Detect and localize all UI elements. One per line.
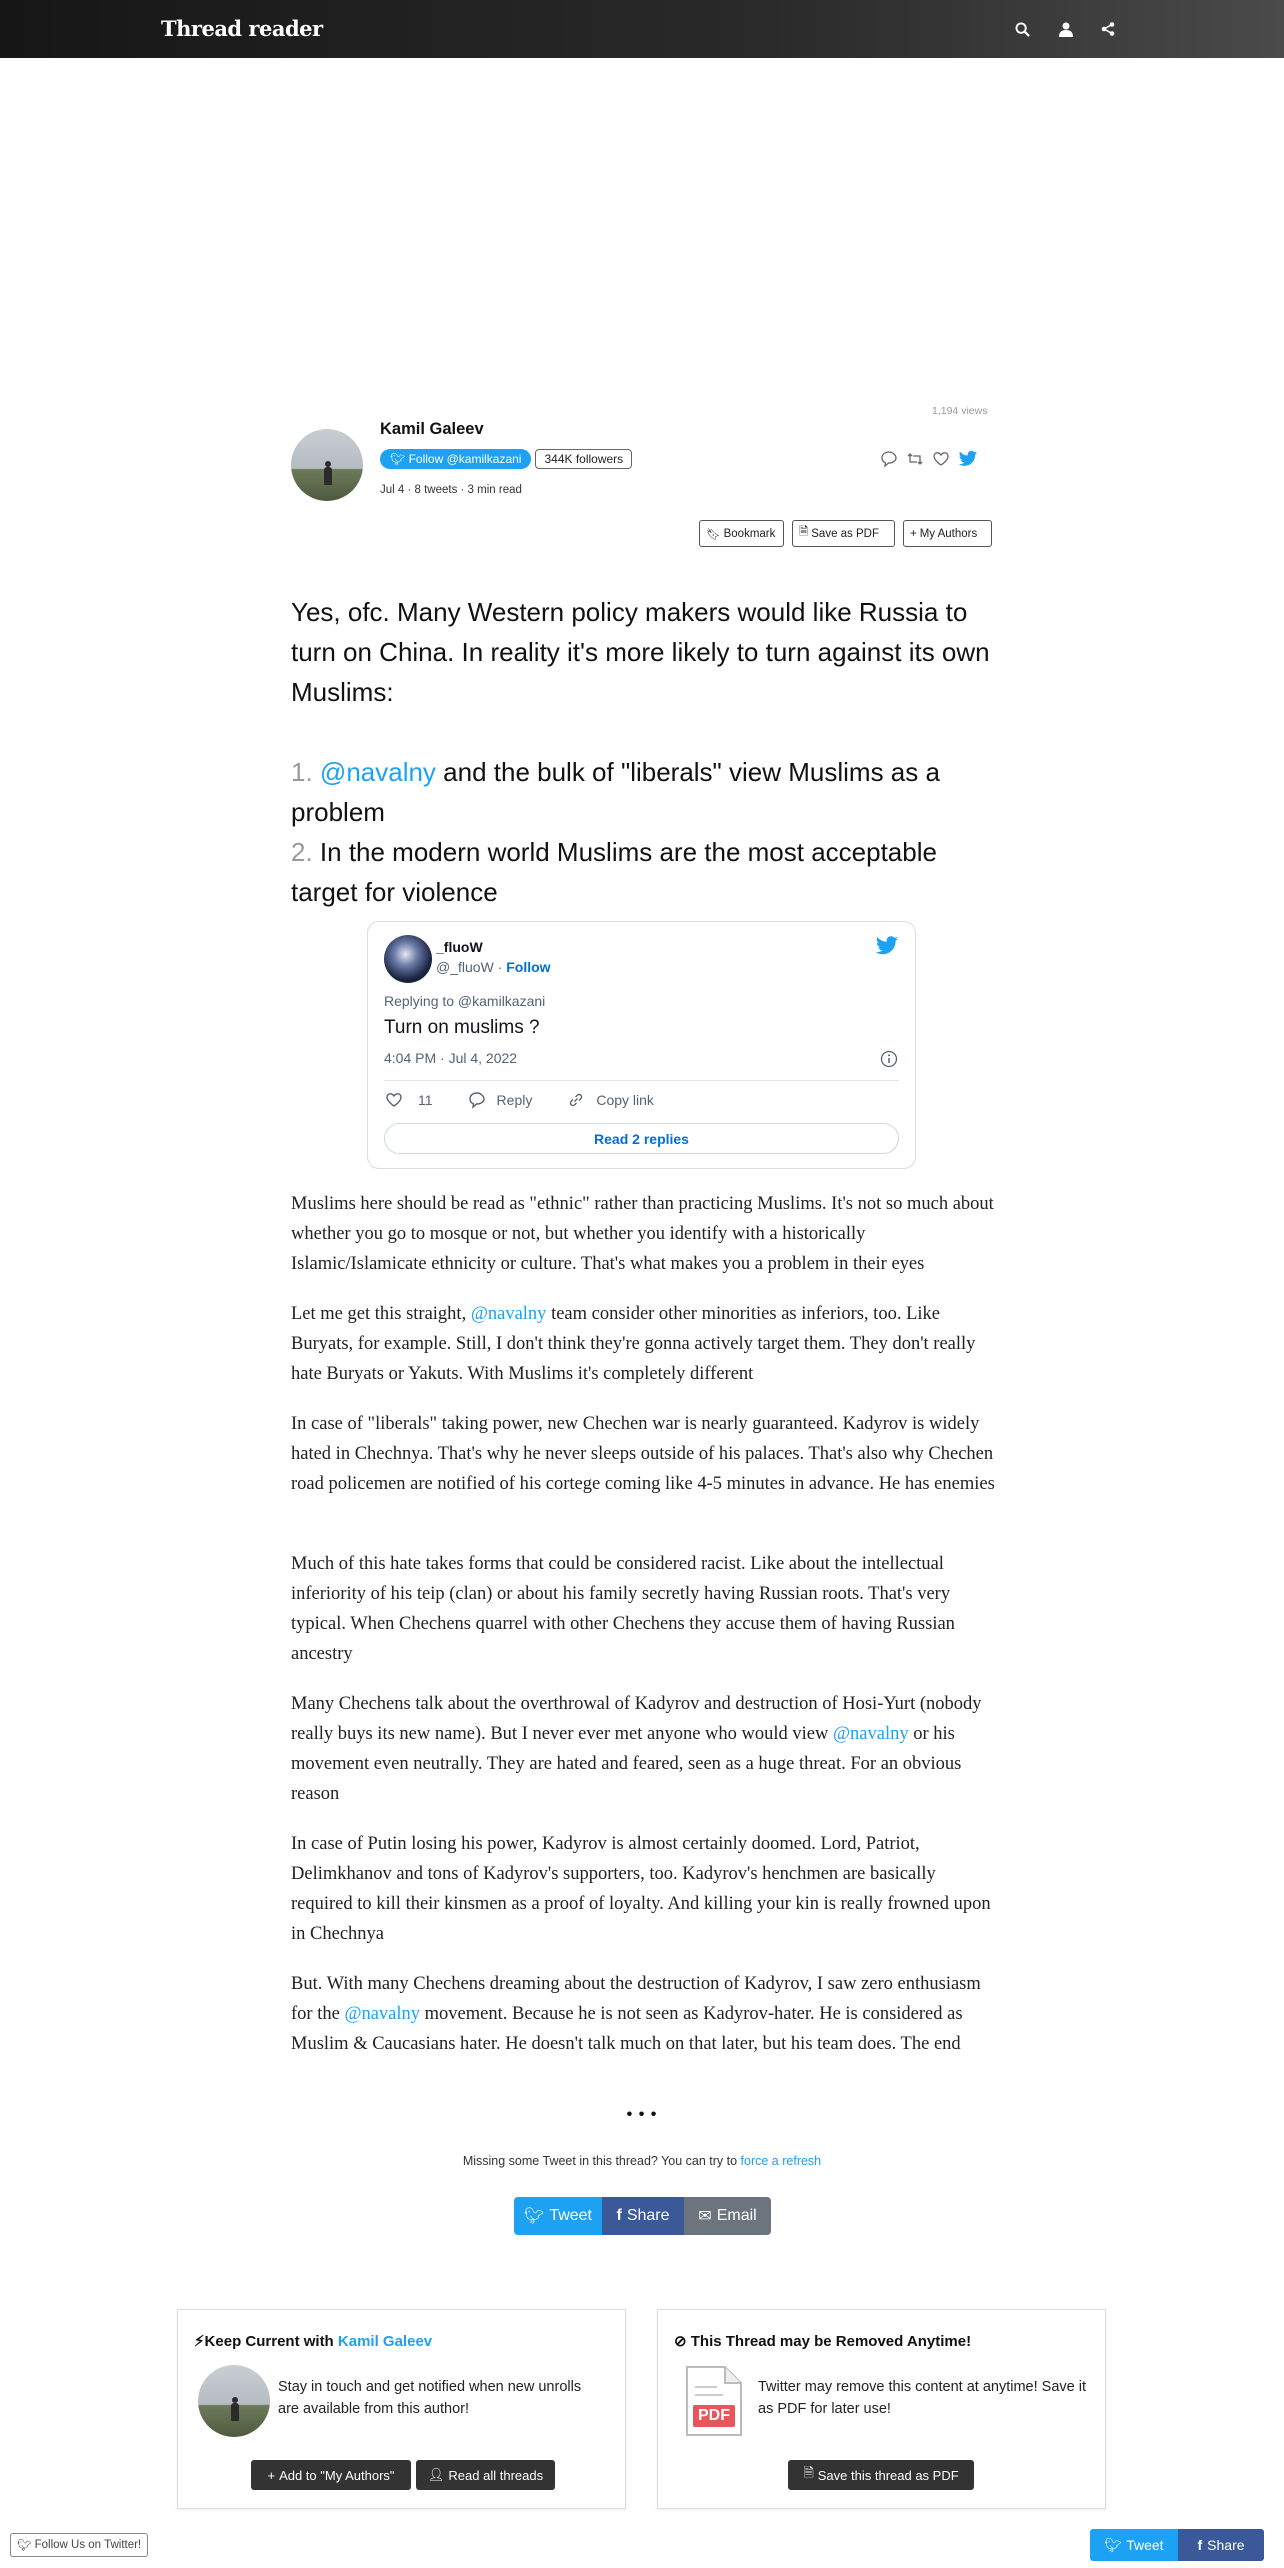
thread-tweet bbox=[291, 1689, 996, 1809]
bookmark-button[interactable] bbox=[699, 520, 784, 547]
add-authors-label: Add to "My Authors" bbox=[279, 2467, 395, 2483]
thread-tweet: Muslims here should be read as "ethnic" rather than practicing Muslims. It's not so much about whether you go to mosque or not, but whether you identify with a historically Islamic/Islamicate ethnicity or culture. That's what makes you a problem in their eyes bbox=[291, 1194, 994, 1274]
file-icon: 🗎 bbox=[803, 2465, 814, 2480]
thread-tweet: Much of this hate takes forms that could be considered racist. Like about the intellectual inferiority of his teip (clan) or about his family secretly having Russian roots. That's very typical. When Chechens quarrel with other Chechens they accuse them of having Russian ancestry bbox=[291, 1554, 955, 1664]
like-icon[interactable] bbox=[932, 450, 950, 468]
twitter-bird-icon: 🐦︎ bbox=[1104, 2536, 1123, 2553]
reply-icon[interactable] bbox=[467, 1091, 487, 1109]
tweet-text: team consider other minorities as inferiors, too. Like Buryats, for example. Still, I don't think they're gonna actively target them. They don't really hate Buryats or Yakuts. With Muslims it's completely different bbox=[291, 1304, 976, 1384]
save-thread-pdf-label: Save this thread as PDF bbox=[817, 2467, 959, 2483]
embed-handle[interactable]: @_fluoW bbox=[436, 959, 494, 975]
like-count: 11 bbox=[418, 1092, 433, 1108]
thread-tweet: In case of "liberals" taking power, new Chechen war is nearly guaranteed. Kadyrov is widely hated in Chechnya. That's why he never sleeps outside of his palaces. That's also why Chechen road policemen are notified of his cortege coming like 4-5 minutes in advance. He has enemies bbox=[291, 1414, 995, 1494]
removal-title bbox=[674, 2332, 971, 2350]
list-text: and the bulk of "liberals" view Muslims as a problem bbox=[291, 757, 940, 827]
separator-dot: · bbox=[497, 959, 503, 975]
follow-author-button[interactable] bbox=[380, 449, 531, 469]
user-icon[interactable] bbox=[1055, 18, 1077, 40]
ban-icon: ⊘ bbox=[674, 2333, 687, 2350]
missing-tweet-notice bbox=[0, 2154, 1284, 2168]
facebook-icon: f bbox=[616, 2207, 622, 2224]
email-share-button[interactable] bbox=[684, 2197, 771, 2235]
author-avatar[interactable] bbox=[198, 2365, 270, 2437]
plus-icon: + bbox=[910, 527, 917, 540]
copy-link-label[interactable]: Copy link bbox=[596, 1092, 654, 1108]
removal-text: Twitter may remove this content at anytime! Save it as PDF for later use! bbox=[758, 2379, 1086, 2417]
tweet-text: But. With many Chechens dreaming about the destruction of Kadyrov, I saw zero enthusiasm for the bbox=[291, 1974, 981, 2024]
bottom-share-label: Share bbox=[1207, 2537, 1245, 2553]
follow-label: Follow @kamilkazani bbox=[408, 452, 522, 466]
lead-tweet bbox=[291, 592, 996, 912]
embedded-tweet[interactable] bbox=[367, 921, 916, 1169]
tweet-text: movement. Because he is not seen as Kadyrov-hater. He is considered as Muslim & Caucasians hater. He doesn't talk much on that later, but his team does. The end bbox=[291, 2004, 963, 2054]
reply-icon[interactable] bbox=[880, 450, 898, 468]
share-label: Share bbox=[626, 2207, 670, 2224]
list-number: 1. bbox=[291, 757, 313, 787]
mention-link[interactable]: @navalny bbox=[470, 1304, 547, 1324]
mention-link[interactable]: @navalny bbox=[833, 1724, 909, 1744]
keep-title-text: Keep Current with bbox=[204, 2333, 338, 2350]
tweet-text: Many Chechens talk about the overthrowal of Kadyrov and destruction of Hosi-Yurt (nobody really buys its new name). But I never ever met anyone who would view bbox=[291, 1694, 982, 1744]
embed-avatar[interactable] bbox=[384, 935, 432, 983]
read-replies-button[interactable]: Read 2 replies bbox=[384, 1123, 899, 1154]
heart-icon[interactable] bbox=[384, 1091, 404, 1109]
thread-end-ellipsis: • • • bbox=[626, 2106, 658, 2123]
embed-follow-link[interactable]: Follow bbox=[506, 959, 551, 975]
embed-name[interactable]: _fluoW bbox=[436, 939, 483, 955]
force-refresh-link[interactable]: force a refresh bbox=[740, 2154, 822, 2168]
save-thread-pdf-button[interactable] bbox=[788, 2460, 974, 2490]
lead-text: Yes, ofc. Many Western policy makers would like Russia to turn on China. In reality it's more likely to turn against its own Muslims: bbox=[291, 597, 990, 707]
plus-icon: + bbox=[267, 2467, 276, 2483]
thread-tweet: In case of Putin losing his power, Kadyrov is almost certainly doomed. Lord, Patriot, Delimkhanov and tons of Kadyrov's supporters, too. Kadyrov's henchmen are basically required to kill their kinsmen as a proof of loyalty. And killing your kin is really frowned upon in Chechnya bbox=[291, 1834, 991, 1944]
keep-current-text: Stay in touch and get notified when new unrolls are available from this author! bbox=[278, 2379, 582, 2417]
bookmark-icon: 🔖︎ bbox=[706, 528, 721, 541]
twitter-bird-icon: 🐦︎ bbox=[17, 2540, 32, 2552]
replying-to[interactable]: Replying to @kamilkazani bbox=[384, 993, 546, 1009]
mention-link[interactable]: @navalny bbox=[344, 2004, 421, 2024]
thread-meta: Jul 4 · 8 tweets · 3 min read bbox=[380, 484, 522, 496]
view-count: 1,194 views bbox=[932, 405, 988, 417]
follow-us-twitter-button[interactable] bbox=[10, 2533, 148, 2557]
followers-count: 344K followers bbox=[535, 449, 632, 469]
file-icon: 🗎 bbox=[799, 526, 809, 538]
bottom-tweet-label: Tweet bbox=[1126, 2537, 1164, 2553]
missing-text: Missing some Tweet in this thread? You can try to bbox=[462, 2154, 741, 2168]
keep-current-card bbox=[177, 2309, 626, 2509]
removal-warning-card bbox=[657, 2309, 1106, 2509]
keep-current-title bbox=[194, 2332, 432, 2350]
link-icon[interactable] bbox=[566, 1091, 586, 1109]
save-pdf-label: Save as PDF bbox=[811, 527, 879, 540]
read-all-label: Read all threads bbox=[448, 2467, 544, 2483]
embed-time[interactable]: 4:04 PM · Jul 4, 2022 bbox=[384, 1050, 518, 1066]
tweet-button[interactable] bbox=[514, 2197, 602, 2235]
removal-title-text: This Thread may be Removed Anytime! bbox=[690, 2333, 972, 2350]
save-as-pdf-button[interactable] bbox=[792, 520, 895, 547]
twitter-icon[interactable] bbox=[958, 450, 978, 468]
bolt-icon: ⚡︎ bbox=[194, 2333, 205, 2350]
twitter-icon[interactable] bbox=[875, 936, 899, 956]
embed-text: Turn on muslims ? bbox=[384, 1017, 540, 1038]
facebook-icon: f bbox=[1197, 2537, 1203, 2553]
twitter-bird-icon: 🐦︎ bbox=[390, 452, 406, 466]
tweet-text: Let me get this straight, bbox=[291, 1304, 471, 1324]
list-number: 2. bbox=[291, 837, 313, 867]
tweet-label: Tweet bbox=[549, 2207, 592, 2224]
top-navbar bbox=[0, 0, 1284, 58]
envelope-icon: ✉ bbox=[698, 2208, 712, 2225]
retweet-icon[interactable] bbox=[906, 450, 924, 468]
site-logo[interactable]: Thread reader bbox=[161, 16, 323, 41]
keep-author-link[interactable]: Kamil Galeev bbox=[337, 2333, 433, 2350]
divider bbox=[384, 1080, 899, 1081]
mention-link[interactable]: @navalny bbox=[319, 757, 436, 787]
thread-tweet bbox=[291, 1299, 996, 1389]
tweet-text: or his movement even neutrally. They are hated and feared, seen as a huge threat. For an obvious reason bbox=[291, 1724, 962, 1804]
my-authors-label: My Authors bbox=[919, 527, 978, 540]
user-icon: 👤︎ bbox=[427, 2467, 445, 2482]
bookmark-label: Bookmark bbox=[723, 527, 776, 540]
pdf-label: PDF bbox=[698, 2407, 730, 2424]
list-item bbox=[291, 752, 996, 832]
read-all-threads-button[interactable] bbox=[416, 2460, 555, 2490]
facebook-share-button[interactable] bbox=[602, 2197, 684, 2235]
twitter-bird-icon: 🐦︎ bbox=[524, 2208, 545, 2225]
add-to-my-authors-button[interactable] bbox=[251, 2460, 411, 2490]
author-name[interactable]: Kamil Galeev bbox=[380, 420, 484, 438]
list-text: In the modern world Muslims are the most acceptable target for violence bbox=[291, 837, 937, 907]
share-icon[interactable] bbox=[1097, 18, 1119, 40]
pdf-file-icon bbox=[683, 2365, 745, 2437]
bottom-share-button[interactable] bbox=[1178, 2529, 1264, 2561]
thread-tweet bbox=[291, 1969, 996, 2059]
bottom-tweet-button[interactable] bbox=[1090, 2529, 1178, 2561]
follow-us-label: Follow Us on Twitter! bbox=[34, 2539, 142, 2551]
my-authors-button[interactable] bbox=[903, 520, 992, 547]
reply-label[interactable]: Reply bbox=[496, 1092, 533, 1108]
author-avatar[interactable] bbox=[291, 429, 363, 501]
search-icon[interactable] bbox=[1011, 18, 1033, 40]
list-item bbox=[291, 832, 996, 912]
info-icon[interactable] bbox=[880, 1050, 898, 1068]
email-label: Email bbox=[716, 2207, 757, 2224]
